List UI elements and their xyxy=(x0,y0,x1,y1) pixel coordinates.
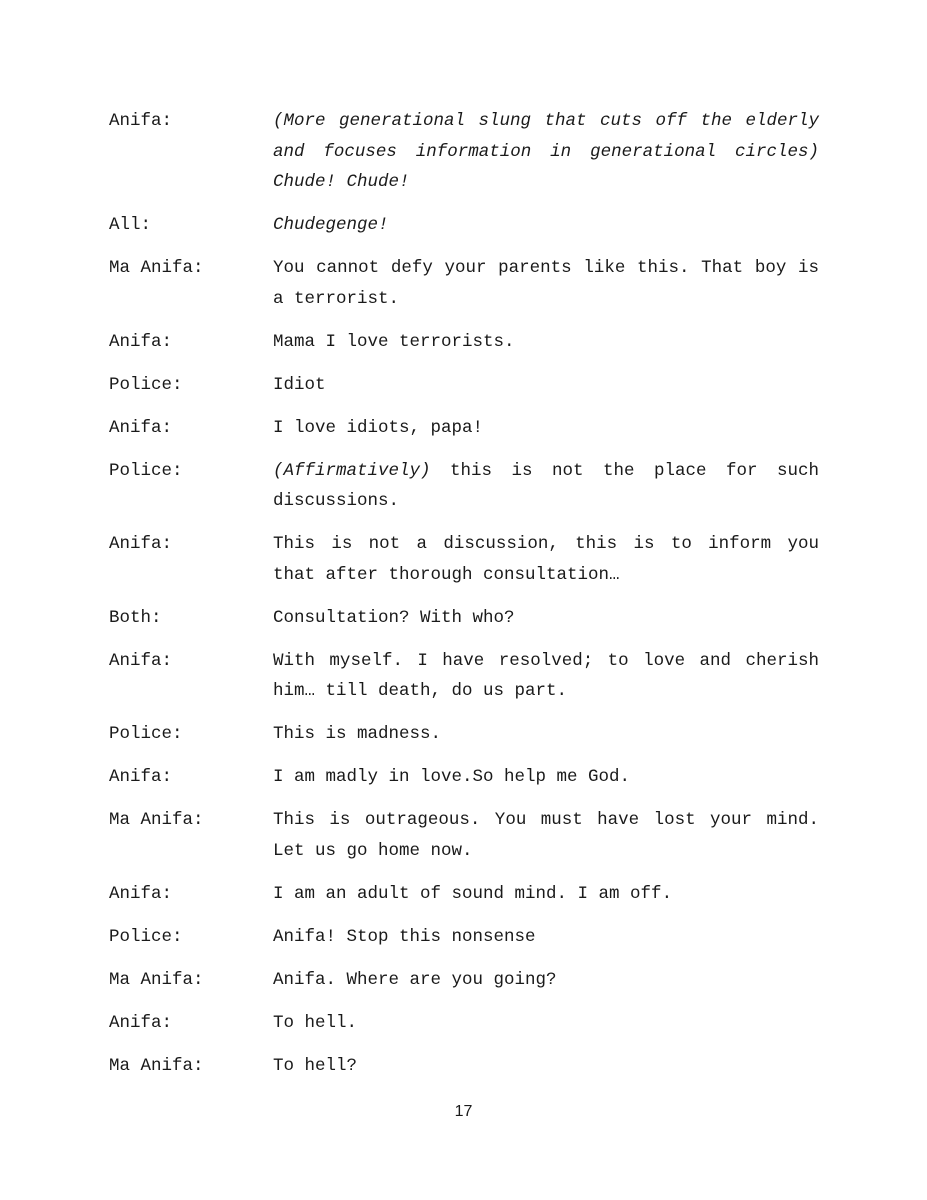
speech-segment: this is not the place for such discussions. xyxy=(273,460,819,511)
script-body xyxy=(109,106,819,1094)
speaker-name: Anifa: xyxy=(109,650,173,671)
speech-text xyxy=(273,762,819,793)
speaker-name: Anifa: xyxy=(109,331,173,352)
speech-segment: This is not a discussion, this is to inform you that after thorough consultation… xyxy=(273,534,819,585)
speaker-name: Anifa: xyxy=(109,534,173,554)
speech-text xyxy=(273,922,819,953)
dialogue-line xyxy=(109,253,819,314)
dialogue-line xyxy=(109,762,819,793)
speech-segment: This is outrageous. You must have lost your mind. Let us go home now. xyxy=(273,810,819,861)
speech-segment: You cannot defy your parents like this. That boy is a terrorist. xyxy=(273,258,819,309)
stage-direction: (More generational slung that cuts off the elderly and focuses information in generational circles) Chude! Chude! xyxy=(273,111,819,192)
speaker-name: Anifa: xyxy=(109,1012,173,1033)
dialogue-line xyxy=(109,965,819,996)
speech-segment: To hell? xyxy=(273,1055,358,1076)
stage-direction: Chudegenge! xyxy=(273,215,389,235)
speaker-name: Both: xyxy=(109,607,162,628)
speech-text xyxy=(273,210,819,241)
speaker-name: Anifa: xyxy=(109,417,173,438)
speech-text xyxy=(273,805,819,866)
dialogue-line xyxy=(109,719,819,750)
dialogue-line xyxy=(109,603,819,634)
dialogue-line xyxy=(109,646,819,707)
speech-segment: Idiot xyxy=(273,374,326,395)
speaker-name: Anifa: xyxy=(109,883,173,904)
dialogue-line xyxy=(109,1008,819,1039)
speaker-name: Ma Anifa: xyxy=(109,810,204,830)
speech-text xyxy=(273,879,819,910)
dialogue-line xyxy=(109,879,819,910)
speech-text xyxy=(273,1051,819,1082)
speech-segment: Anifa. Where are you going? xyxy=(273,969,557,990)
speaker-name: Ma Anifa: xyxy=(109,969,204,990)
speaker-name: Ma Anifa: xyxy=(109,258,204,278)
speech-text xyxy=(273,370,819,401)
speech-text xyxy=(273,456,819,517)
speech-text xyxy=(273,646,819,707)
speech-text xyxy=(273,253,819,314)
speaker-name: Police: xyxy=(109,926,183,947)
speech-text xyxy=(273,965,819,996)
dialogue-line xyxy=(109,1051,819,1082)
speaker-name: Anifa: xyxy=(109,111,173,131)
dialogue-line xyxy=(109,456,819,517)
dialogue-line xyxy=(109,529,819,590)
speech-segment: Mama I love terrorists. xyxy=(273,331,515,352)
speech-segment: I love idiots, papa! xyxy=(273,417,484,438)
speaker-name: All: xyxy=(109,215,152,235)
speech-text xyxy=(273,106,819,198)
speech-text xyxy=(273,1008,819,1039)
dialogue-line xyxy=(109,805,819,866)
speaker-name: Police: xyxy=(109,460,183,481)
dialogue-line xyxy=(109,210,819,241)
speech-segment: I am madly in love.So help me God. xyxy=(273,767,631,787)
speech-segment: Anifa! Stop this nonsense xyxy=(273,926,536,947)
speech-segment: To hell. xyxy=(273,1012,358,1033)
speech-text xyxy=(273,529,819,590)
speech-segment: This is madness. xyxy=(273,724,442,744)
dialogue-line xyxy=(109,106,819,198)
dialogue-line xyxy=(109,413,819,444)
speaker-name: Anifa: xyxy=(109,767,173,787)
speaker-name: Police: xyxy=(109,374,183,395)
speech-segment: With myself. I have resolved; to love and cherish him… till death, do us part. xyxy=(273,650,819,701)
dialogue-line xyxy=(109,922,819,953)
speech-segment: Consultation? With who? xyxy=(273,607,515,628)
speech-text xyxy=(273,719,819,750)
speech-segment: I am an adult of sound mind. I am off. xyxy=(273,883,673,904)
speaker-name: Ma Anifa: xyxy=(109,1055,204,1076)
page-number: 17 xyxy=(454,1103,473,1120)
speech-text xyxy=(273,327,819,358)
dialogue-line xyxy=(109,370,819,401)
speaker-name: Police: xyxy=(109,724,183,744)
dialogue-line xyxy=(109,327,819,358)
speech-text xyxy=(273,413,819,444)
stage-direction: (Affirmatively) xyxy=(273,460,431,481)
speech-text xyxy=(273,603,819,634)
